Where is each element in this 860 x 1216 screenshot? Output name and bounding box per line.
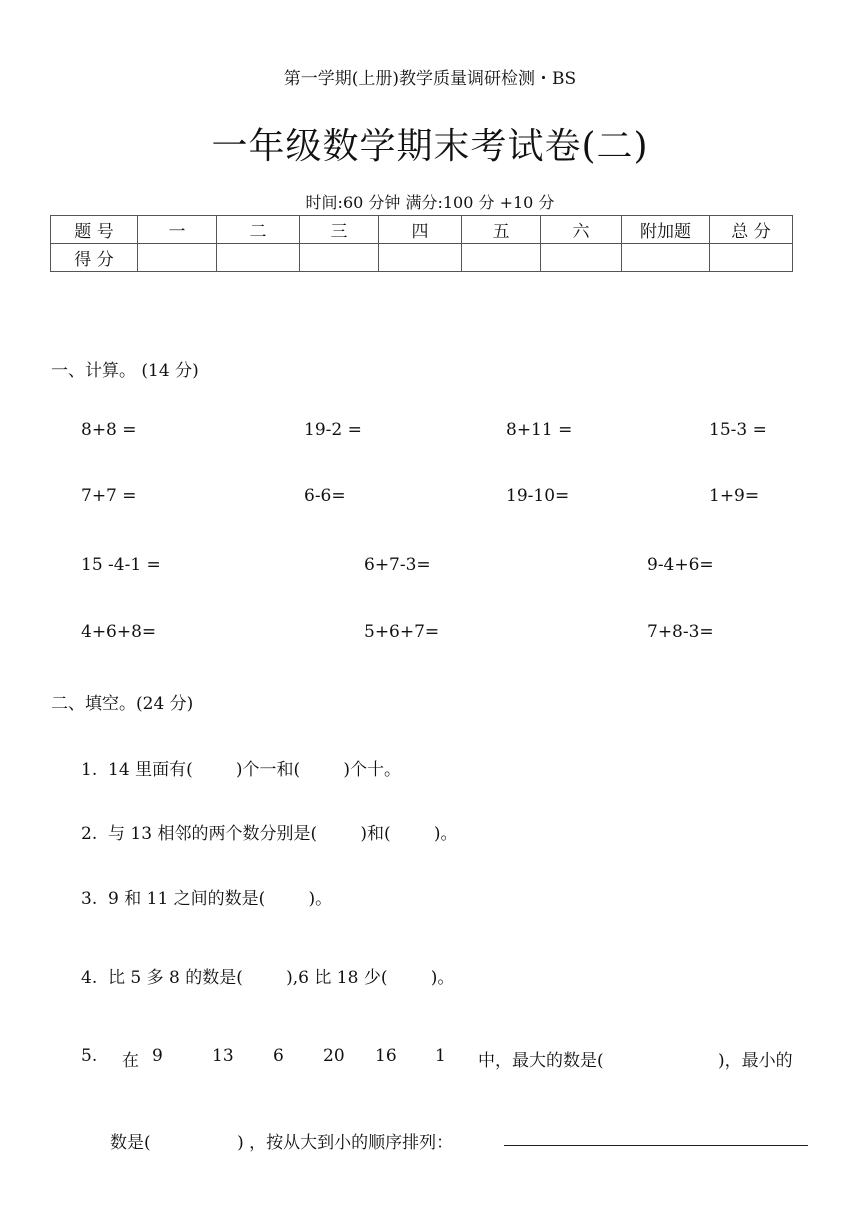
score-cell[interactable]	[541, 244, 622, 272]
calc-problem: 6+7-3=	[364, 555, 431, 575]
q5-number: 16	[375, 1046, 397, 1066]
exam-series-subtitle: 第一学期(上册)教学质量调研检测・BS	[283, 69, 577, 89]
score-header-cell: 题 号	[51, 216, 138, 244]
fill-question-5-number: 5.	[81, 1046, 98, 1066]
calc-problem: 4+6+8=	[81, 622, 157, 642]
score-cell[interactable]	[462, 244, 541, 272]
calc-problem: 6-6=	[304, 486, 346, 506]
score-cell[interactable]	[300, 244, 379, 272]
score-cell[interactable]	[217, 244, 300, 272]
calc-problem: 1+9=	[709, 486, 760, 506]
fill-question-5-line-2: 数是( ) ，按从大到小的顺序排列：	[110, 1133, 454, 1153]
q5-number: 1	[435, 1046, 446, 1066]
calc-problem: 19-2 =	[304, 420, 362, 440]
q5-number: 6	[273, 1046, 284, 1066]
section-1-title: 一、计算。 (14 分)	[51, 361, 199, 381]
score-header-cell: 一	[138, 216, 217, 244]
calc-problem: 8+11 =	[506, 420, 573, 440]
score-cell[interactable]	[710, 244, 793, 272]
answer-underline[interactable]	[504, 1145, 808, 1146]
calc-problem: 9-4+6=	[647, 555, 714, 575]
fill-question-2: 2. 与 13 相邻的两个数分别是( )和( )。	[81, 824, 458, 844]
score-header-cell: 六	[541, 216, 622, 244]
score-table-header-row	[51, 216, 793, 244]
fill-question-5-mid: 中，最大的数是(	[478, 1051, 604, 1071]
fill-question-1: 1. 14 里面有( )个一和( )个十。	[81, 760, 402, 780]
q5-number: 20	[323, 1046, 345, 1066]
page-title: 一年级数学期末考试卷(二)	[211, 126, 649, 167]
score-cell[interactable]	[379, 244, 462, 272]
score-header-cell: 五	[462, 216, 541, 244]
calc-problem: 5+6+7=	[364, 622, 440, 642]
fill-question-3: 3. 9 和 11 之间的数是( )。	[81, 889, 333, 909]
calc-problem: 8+8 =	[81, 420, 137, 440]
exam-time-score-info: 时间:60 分钟 满分:100 分 +10 分	[305, 193, 555, 212]
score-cell[interactable]	[138, 244, 217, 272]
score-header-cell: 二	[217, 216, 300, 244]
calc-problem: 15 -4-1 =	[81, 555, 161, 575]
fill-question-5-end: )，最小的	[718, 1051, 793, 1071]
section-2-title: 二、填空。(24 分)	[51, 694, 194, 714]
score-table	[50, 215, 793, 272]
calc-problem: 19-10=	[506, 486, 570, 506]
fill-question-5-in: 在	[122, 1051, 139, 1071]
score-header-cell: 总 分	[710, 216, 793, 244]
score-header-cell: 三	[300, 216, 379, 244]
score-header-cell: 附加题	[622, 216, 710, 244]
calc-problem: 15-3 =	[709, 420, 767, 440]
q5-number: 13	[212, 1046, 234, 1066]
score-table-score-row	[51, 244, 793, 272]
score-row-label: 得 分	[51, 244, 138, 272]
calc-problem: 7+7 =	[81, 486, 137, 506]
fill-question-4: 4. 比 5 多 8 的数是( ),6 比 18 少( )。	[81, 968, 455, 988]
score-cell[interactable]	[622, 244, 710, 272]
score-header-cell: 四	[379, 216, 462, 244]
q5-number: 9	[152, 1046, 163, 1066]
calc-problem: 7+8-3=	[647, 622, 714, 642]
